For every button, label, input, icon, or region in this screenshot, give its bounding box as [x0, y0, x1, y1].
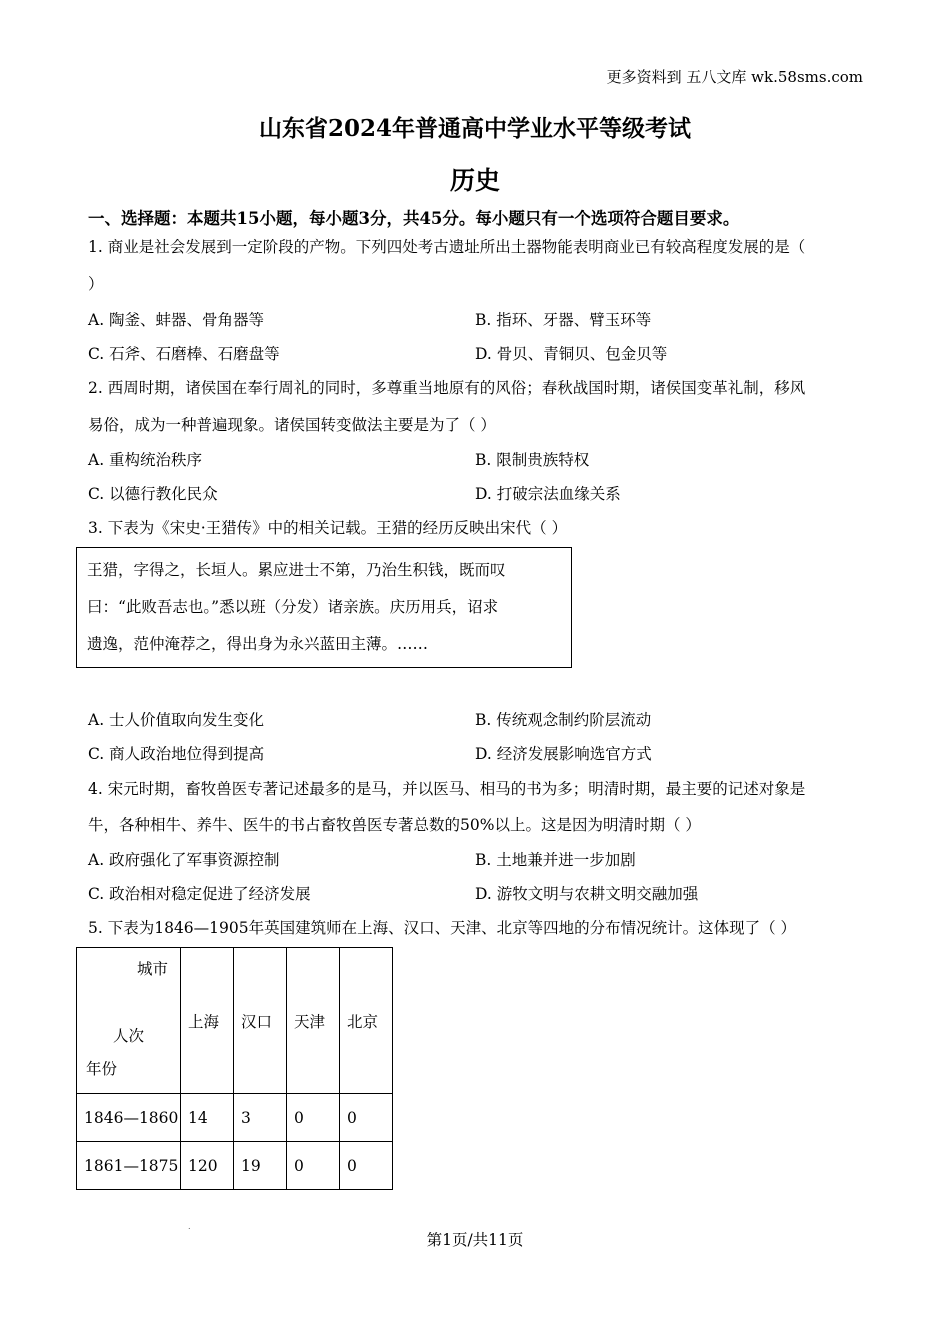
q3-stem: 3. 下表为《宋史·王猎传》中的相关记载。王猎的经历反映出宋代（ ）	[88, 519, 568, 537]
q2-stem-line2: 易俗，成为一种普遍现象。诸侯国转变做法主要是为了（ ）	[88, 416, 496, 434]
section-heading: 一、选择题：本题共15小题，每小题3分，共45分。每小题只有一个选项符合题目要求。	[88, 209, 740, 228]
row-period: 1861—1875	[77, 1142, 181, 1190]
q1-option-b: B. 指环、牙器、臂玉环等	[475, 311, 652, 329]
q4-option-d: D. 游牧文明与农耕文明交融加强	[475, 885, 699, 903]
header-diagonal-cell	[77, 948, 181, 1094]
cell-value: 0	[287, 1094, 340, 1142]
page-number: 第1页/共11页	[426, 1231, 524, 1249]
table-row	[77, 1142, 393, 1190]
q1-option-a: A. 陶釜、蚌器、骨角器等	[88, 311, 265, 329]
q5-stem: 5. 下表为1846—1905年英国建筑师在上海、汉口、天津、北京等四地的分布情况统计。这体现了（ ）	[88, 919, 797, 937]
q2-option-c: C. 以德行教化民众	[88, 485, 218, 503]
architect-distribution-table	[76, 947, 393, 1190]
q1-stem-line2: ）	[88, 275, 104, 293]
exam-title: 山东省2024年普通高中学业水平等级考试	[258, 115, 691, 142]
q1-stem-line1: 1. 商业是社会发展到一定阶段的产物。下列四处考古遗址所出土器物能表明商业已有较高程度发展的是（	[88, 238, 806, 256]
q3-quote-line1: 王猎，字得之，长垣人。累应进士不第，乃治生积钱，既而叹	[87, 561, 506, 579]
q1-option-d: D. 骨贝、青铜贝、包金贝等	[475, 345, 668, 363]
cell-value: 19	[234, 1142, 287, 1190]
header-year: 年份	[86, 1060, 118, 1078]
stray-dot: .	[188, 1222, 191, 1231]
table-header-row	[77, 948, 393, 1094]
q2-option-a: A. 重构统治秩序	[88, 451, 203, 469]
q2-option-b: B. 限制贵族特权	[475, 451, 590, 469]
q4-option-a: A. 政府强化了军事资源控制	[88, 851, 280, 869]
cell-value: 0	[287, 1142, 340, 1190]
q3-quote-box	[76, 547, 572, 668]
cell-value: 120	[181, 1142, 234, 1190]
q3-quote-line2: 曰：“此败吾志也。”悉以班（分发）诸亲族。庆历用兵，诏求	[87, 598, 499, 616]
q3-option-b: B. 传统观念制约阶层流动	[475, 711, 652, 729]
q3-option-a: A. 士人价值取向发生变化	[88, 711, 265, 729]
q1-option-c: C. 石斧、石磨棒、石磨盘等	[88, 345, 280, 363]
header-shanghai: 上海	[181, 948, 234, 1094]
header-count: 人次	[113, 1027, 145, 1045]
row-period: 1846—1860	[77, 1094, 181, 1142]
q2-stem-line1: 2. 西周时期，诸侯国在奉行周礼的同时，多尊重当地原有的风俗；春秋战国时期，诸侯国变革礼制，移风	[88, 379, 806, 397]
table-row	[77, 1094, 393, 1142]
q4-option-b: B. 土地兼并进一步加剧	[475, 851, 636, 869]
cell-value: 14	[181, 1094, 234, 1142]
header-beijing: 北京	[340, 948, 393, 1094]
q3-option-c: C. 商人政治地位得到提高	[88, 745, 265, 763]
subject-title: 历史	[449, 166, 500, 195]
source-header: 更多资料到 五八文库 wk.58sms.com	[606, 68, 863, 86]
q2-option-d: D. 打破宗法血缘关系	[475, 485, 621, 503]
q4-option-c: C. 政治相对稳定促进了经济发展	[88, 885, 311, 903]
header-city: 城市	[137, 960, 169, 978]
q4-stem-line1: 4. 宋元时期，畜牧兽医专著记述最多的是马，并以医马、相马的书为多；明清时期，最主要的记述对象是	[88, 780, 806, 798]
q3-quote-line3: 遗逸，范仲淹荐之，得出身为永兴蓝田主薄。……	[87, 635, 429, 653]
q4-stem-line2: 牛，各种相牛、养牛、医牛的书占畜牧兽医专著总数的50%以上。这是因为明清时期（ ）	[88, 816, 701, 834]
cell-value: 3	[234, 1094, 287, 1142]
cell-value: 0	[340, 1142, 393, 1190]
header-tianjin: 天津	[287, 948, 340, 1094]
header-hankou: 汉口	[234, 948, 287, 1094]
q3-option-d: D. 经济发展影响选官方式	[475, 745, 652, 763]
cell-value: 0	[340, 1094, 393, 1142]
